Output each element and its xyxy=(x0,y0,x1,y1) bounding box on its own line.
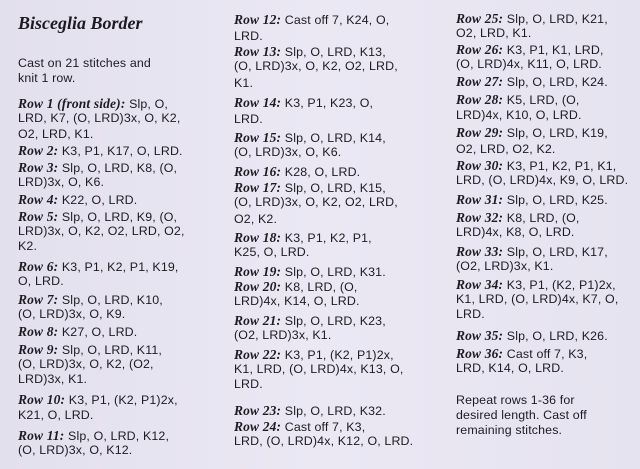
instruction-text: Cast off 7, K24, O, xyxy=(281,13,390,27)
instruction-text: Slp, O, LRD, K17, xyxy=(503,245,608,259)
instruction-text: O2, LRD, K1. xyxy=(18,127,94,141)
instruction-line xyxy=(234,76,253,91)
row-instruction-line xyxy=(456,125,608,141)
row-instruction-line xyxy=(456,42,604,58)
instruction-text: Slp, O, LRD, K11, xyxy=(58,343,162,357)
instruction-line xyxy=(18,71,75,86)
instruction-text: (O, LRD)3x, O, K2, (O2, xyxy=(18,357,154,371)
instruction-text: LRD. xyxy=(234,377,263,391)
row-label: Row 25: xyxy=(456,11,504,26)
row-instruction-line xyxy=(456,328,608,344)
row-label: Row 2: xyxy=(18,143,59,158)
instruction-line xyxy=(18,372,87,387)
instruction-line xyxy=(234,212,277,227)
row-label: Row 11: xyxy=(18,428,65,443)
instruction-line xyxy=(234,328,331,343)
instruction-text: LRD)4x, K10, O, LRD. xyxy=(456,108,582,122)
row-instruction-line xyxy=(18,209,177,225)
row-label: Row 21: xyxy=(234,313,282,328)
instruction-line xyxy=(18,175,104,190)
instruction-text: K3, P1, K2, P1, K19, xyxy=(58,260,179,274)
row-label: Row 27: xyxy=(456,74,504,89)
instruction-text: Slp, O, LRD, K23, xyxy=(281,314,386,328)
row-instruction-line xyxy=(234,95,373,111)
instruction-line xyxy=(18,56,151,71)
row-instruction-line xyxy=(18,96,168,112)
row-label: Row 7: xyxy=(18,292,59,307)
row-instruction-line xyxy=(234,279,358,295)
instruction-text: Slp, O, LRD, K8, (O, xyxy=(58,161,178,175)
instruction-text: K3, P1, K1, LRD, xyxy=(503,43,604,57)
instruction-text: K3, P1, K23, O, xyxy=(281,96,374,110)
row-label: Row 32: xyxy=(456,210,504,225)
row-label: Row 31: xyxy=(456,192,504,207)
instruction-line xyxy=(234,245,309,260)
instruction-text: Slp, O, LRD, K10, xyxy=(58,293,163,307)
row-instruction-line xyxy=(456,158,616,174)
row-instruction-line xyxy=(18,324,137,340)
instruction-text: K3, P1, K2, P1, K1, xyxy=(503,159,617,173)
row-instruction-line xyxy=(18,292,163,308)
instruction-line xyxy=(234,29,263,44)
row-instruction-line xyxy=(234,313,386,329)
instruction-text: K5, LRD, (O, xyxy=(503,93,580,107)
instruction-line xyxy=(456,108,582,123)
row-instruction-line xyxy=(18,392,178,408)
row-label: Row 29: xyxy=(456,125,504,140)
instruction-text: K3, P1, (K2, P1)2x, xyxy=(281,348,394,362)
instruction-text: LRD, K14, O, LRD. xyxy=(456,361,564,375)
row-instruction-line xyxy=(18,428,169,444)
instruction-line xyxy=(456,173,628,188)
instruction-text: K3, P1, (K2, P1)2x, xyxy=(503,278,616,292)
row-label: Row 10: xyxy=(18,392,66,407)
row-label: Row 33: xyxy=(456,244,504,259)
instruction-line xyxy=(18,111,180,126)
instruction-text: (O, LRD)3x, O, K2, O2, LRD, xyxy=(234,59,398,73)
instruction-text: O2, LRD, O2, K2. xyxy=(456,142,556,156)
row-instruction-line xyxy=(234,419,365,435)
row-instruction-line xyxy=(456,74,608,90)
row-instruction-line xyxy=(234,164,360,180)
row-label: Row 28: xyxy=(456,92,504,107)
row-label: Row 6: xyxy=(18,259,59,274)
instruction-text: Slp, O, LRD, K12, xyxy=(64,429,170,443)
instruction-text: K3, P1, (K2, P1)2x, xyxy=(65,393,178,407)
row-instruction-line xyxy=(234,264,386,280)
instruction-text: K3, P1, K17, O, LRD. xyxy=(58,144,183,158)
instruction-text: Slp, O, LRD, K25. xyxy=(503,193,608,207)
instruction-text: K25, O, LRD. xyxy=(234,245,310,259)
row-instruction-line xyxy=(234,403,386,419)
row-label: Row 16: xyxy=(234,164,282,179)
instruction-text: (O, LRD)3x, O, K6. xyxy=(234,145,342,159)
instruction-line xyxy=(234,195,398,210)
row-label: Row 1 (front side): xyxy=(18,96,126,111)
instruction-text: K22, O, LRD. xyxy=(58,193,138,207)
row-label: Row 9: xyxy=(18,342,59,357)
row-instruction-line xyxy=(456,346,587,362)
instruction-line xyxy=(18,127,93,142)
row-instruction-line xyxy=(456,11,608,27)
instruction-text: K1, LRD, (O, LRD)4x, K13, O, xyxy=(234,362,404,376)
instruction-text: Slp, O, LRD, K13, xyxy=(281,45,386,59)
row-instruction-line xyxy=(234,44,386,60)
row-label: Row 34: xyxy=(456,277,504,292)
row-label: Row 22: xyxy=(234,347,282,362)
row-label: Row 13: xyxy=(234,44,282,59)
instruction-line xyxy=(456,307,485,322)
instruction-line xyxy=(18,357,154,372)
instruction-text: (O, LRD)3x, O, K2, O2, LRD, xyxy=(234,195,398,209)
instruction-line xyxy=(456,26,531,41)
instruction-line xyxy=(234,362,403,377)
instruction-text: K8, LRD, (O, xyxy=(281,280,358,294)
instruction-line xyxy=(456,393,575,408)
row-label: Row 26: xyxy=(456,42,504,57)
row-label: Row 15: xyxy=(234,130,282,145)
instruction-text: Slp, O, LRD, K14, xyxy=(281,131,386,145)
instruction-text: (O, LRD)3x, O, K9. xyxy=(18,307,126,321)
instruction-text: LRD, K7, (O, LRD)3x, O, K2, xyxy=(18,111,181,125)
row-instruction-line xyxy=(18,160,177,176)
instruction-text: K2. xyxy=(18,239,38,253)
instruction-text: LRD. xyxy=(234,112,263,126)
instruction-text: Slp, O, LRD, K9, (O, xyxy=(58,210,178,224)
row-label: Row 36: xyxy=(456,346,504,361)
instruction-text: (O, LRD)3x, O, K12. xyxy=(18,443,133,457)
row-instruction-line xyxy=(456,92,580,108)
row-label: Row 18: xyxy=(234,230,282,245)
instruction-text: Repeat rows 1-36 for xyxy=(456,393,575,407)
instruction-text: LRD)4x, K8, O, LRD. xyxy=(456,225,575,239)
row-instruction-line xyxy=(234,230,372,246)
instruction-text: O2, K2. xyxy=(234,212,278,226)
row-instruction-line xyxy=(234,12,389,28)
row-instruction-line xyxy=(234,130,386,146)
instruction-text: (O2, LRD)3x, K1. xyxy=(456,259,554,273)
instruction-line xyxy=(456,142,556,157)
row-label: Row 20: xyxy=(234,279,282,294)
instruction-text: LRD, (O, LRD)4x, K9, O, LRD. xyxy=(456,173,629,187)
instruction-text: remaining stitches. xyxy=(456,423,563,437)
instruction-line xyxy=(456,57,602,72)
row-label: Row 19: xyxy=(234,264,282,279)
instruction-line xyxy=(234,59,398,74)
instruction-line xyxy=(18,239,37,254)
instruction-text: O, LRD. xyxy=(18,274,64,288)
row-instruction-line xyxy=(234,180,386,196)
instruction-line xyxy=(456,225,575,240)
instruction-line xyxy=(18,224,185,239)
instruction-text: K8, LRD, (O, xyxy=(503,211,580,225)
instruction-line xyxy=(234,377,263,392)
row-label: Row 24: xyxy=(234,419,282,434)
instruction-line xyxy=(234,294,360,309)
instruction-text: desired length. Cast off xyxy=(456,408,587,422)
instruction-text: Slp, O, LRD, K26. xyxy=(503,329,608,343)
instruction-line xyxy=(18,307,125,322)
instruction-text: Slp, O, LRD, K19, xyxy=(503,126,608,140)
instruction-text: Cast off 7, K3, xyxy=(281,420,366,434)
instruction-text: K1, LRD, (O, LRD)4x, K7, O, xyxy=(456,292,619,306)
instruction-text: Cast off 7, K3, xyxy=(503,347,588,361)
row-label: Row 23: xyxy=(234,403,282,418)
instruction-text: LRD)4x, K14, O, LRD. xyxy=(234,294,360,308)
instruction-text: K1. xyxy=(234,76,254,90)
instruction-text: knit 1 row. xyxy=(18,71,76,85)
row-label: Row 4: xyxy=(18,192,59,207)
instruction-text: LRD, (O, LRD)4x, K12, O, LRD. xyxy=(234,434,414,448)
instruction-text: LRD)3x, O, K2, O2, LRD, O2, xyxy=(18,224,185,238)
instruction-text: LRD)3x, K1. xyxy=(18,372,88,386)
instruction-line xyxy=(234,145,341,160)
row-instruction-line xyxy=(18,259,179,275)
instruction-line xyxy=(456,361,564,376)
instruction-text: Slp, O, LRD, K32. xyxy=(281,404,386,418)
instruction-text: O2, LRD, K1. xyxy=(456,26,532,40)
instruction-text: Slp, O, LRD, K31. xyxy=(281,265,386,279)
instruction-text: LRD)3x, O, K6. xyxy=(18,175,105,189)
row-label: Row 14: xyxy=(234,95,282,110)
instruction-line xyxy=(456,423,562,438)
instruction-line xyxy=(18,408,93,423)
instruction-line xyxy=(18,443,132,458)
row-instruction-line xyxy=(234,347,394,363)
instruction-text: K27, O, LRD. xyxy=(58,325,138,339)
instruction-text: K3, P1, K2, P1, xyxy=(281,231,372,245)
row-instruction-line xyxy=(18,192,137,208)
row-instruction-line xyxy=(456,277,616,293)
pattern-title: Bisceglia Border xyxy=(18,13,143,33)
row-label: Row 30: xyxy=(456,158,504,173)
instruction-line xyxy=(234,434,413,449)
row-label: Row 35: xyxy=(456,328,504,343)
row-label: Row 3: xyxy=(18,160,59,175)
row-instruction-line xyxy=(18,143,183,159)
row-label: Row 17: xyxy=(234,180,282,195)
instruction-text: (O, LRD)4x, K11, O, LRD. xyxy=(456,57,602,71)
instruction-text: K21, O, LRD. xyxy=(18,408,94,422)
instruction-line xyxy=(18,274,64,289)
row-instruction-line xyxy=(456,192,608,208)
row-instruction-line xyxy=(18,342,162,358)
instruction-line xyxy=(456,292,618,307)
row-label: Row 8: xyxy=(18,324,59,339)
row-label: Row 5: xyxy=(18,209,59,224)
instruction-line xyxy=(456,259,553,274)
instruction-text: Slp, O, xyxy=(125,97,169,111)
instruction-text: (O2, LRD)3x, K1. xyxy=(234,328,332,342)
instruction-text: Slp, O, LRD, K24. xyxy=(503,75,608,89)
instruction-line xyxy=(456,408,587,423)
row-instruction-line xyxy=(456,210,580,226)
instruction-text: Slp, O, LRD, K15, xyxy=(281,181,386,195)
instruction-text: K28, O, LRD. xyxy=(281,165,361,179)
row-instruction-line xyxy=(456,244,608,260)
instruction-text: LRD. xyxy=(456,307,485,321)
instruction-text: Slp, O, LRD, K21, xyxy=(503,12,608,26)
instruction-line xyxy=(234,112,263,127)
row-label: Row 12: xyxy=(234,12,282,27)
instruction-text: LRD. xyxy=(234,29,263,43)
instruction-text: Cast on 21 stitches and xyxy=(18,56,151,70)
